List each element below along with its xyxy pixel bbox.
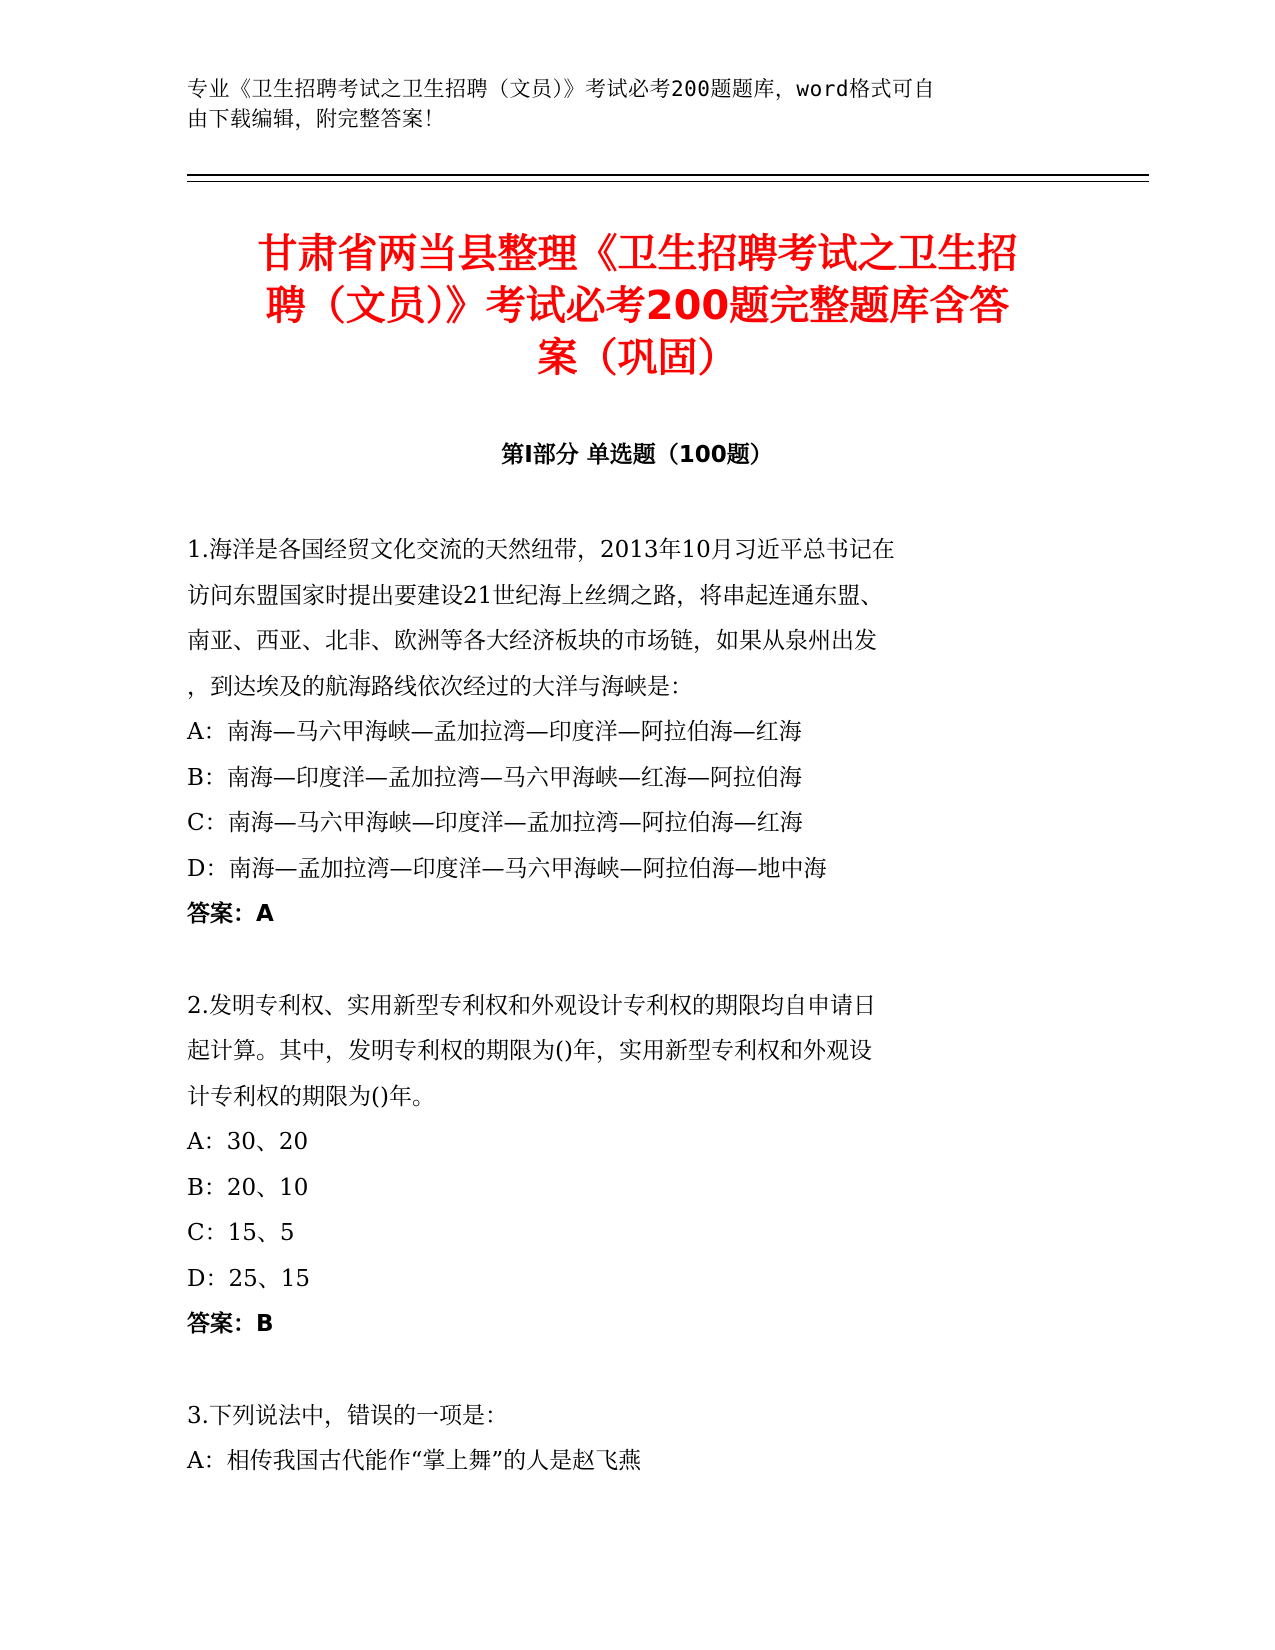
question-item [187, 1394, 1087, 1485]
question-stem-line: 南亚、西亚、北非、欧洲等各大经济板块的市场链，如果从泉州出发 [187, 628, 877, 654]
question-stem-line: 3.下列说法中，错误的一项是： [187, 1402, 508, 1429]
document-title-line-3: 案（巩固） [537, 335, 738, 381]
question-option: D：南海—孟加拉湾—印度洋—马六甲海峡—阿拉伯海—地中海 [187, 855, 827, 882]
question-option: B：20、10 [187, 1174, 309, 1201]
section-title: 第Ⅰ部分 单选题（100题） [501, 442, 773, 468]
question-stem-line: 起计算。其中，发明专利权的期限为()年，实用新型专利权和外观设 [187, 1038, 872, 1064]
question-stem-line: 计专利权的期限为()年。 [187, 1083, 435, 1110]
question-item [187, 984, 1087, 1348]
question-option: A：相传我国古代能作“掌上舞”的人是赵飞燕 [187, 1448, 642, 1474]
header-note-line-1: 专业《卫生招聘考试之卫生招聘（文员）》考试必考200题题库，word格式可自 [187, 77, 935, 101]
question-answer: 答案：A [187, 901, 274, 927]
header-divider-thin [187, 181, 1149, 182]
question-stem-line: 访问东盟国家时提出要建设21世纪海上丝绸之路，将串起连通东盟、 [187, 582, 884, 609]
header-note [187, 74, 1067, 134]
question-answer: 答案：B [187, 1311, 274, 1337]
header-note-line-2: 由下载编辑，附完整答案！ [187, 107, 445, 131]
question-option: B：南海—印度洋—孟加拉湾—马六甲海峡—红海—阿拉伯海 [187, 764, 802, 791]
document-title-line-2: 聘（文员）》考试必考200题完整题库含答 [265, 283, 1010, 329]
document-title [190, 228, 1085, 384]
question-option: A：南海—马六甲海峡—孟加拉湾—印度洋—阿拉伯海—红海 [187, 719, 802, 745]
header-divider-thick [187, 174, 1149, 176]
question-item [187, 528, 1087, 938]
question-list [187, 528, 1087, 1531]
question-option: D：25、15 [187, 1265, 310, 1292]
question-stem-line: ，到达埃及的航海路线依次经过的大洋与海峡是： [187, 673, 693, 700]
question-stem-line: 2.发明专利权、实用新型专利权和外观设计专利权的期限均自申请日 [187, 992, 876, 1019]
document-title-line-1: 甘肃省两当县整理《卫生招聘考试之卫生招 [257, 231, 1018, 277]
question-option: C：15、5 [187, 1220, 295, 1246]
question-stem-line: 1.海洋是各国经贸文化交流的天然纽带，2013年10月习近平总书记在 [187, 537, 895, 563]
question-option: A：30、20 [187, 1129, 309, 1155]
question-option: C：南海—马六甲海峡—印度洋—孟加拉湾—阿拉伯海—红海 [187, 810, 803, 836]
